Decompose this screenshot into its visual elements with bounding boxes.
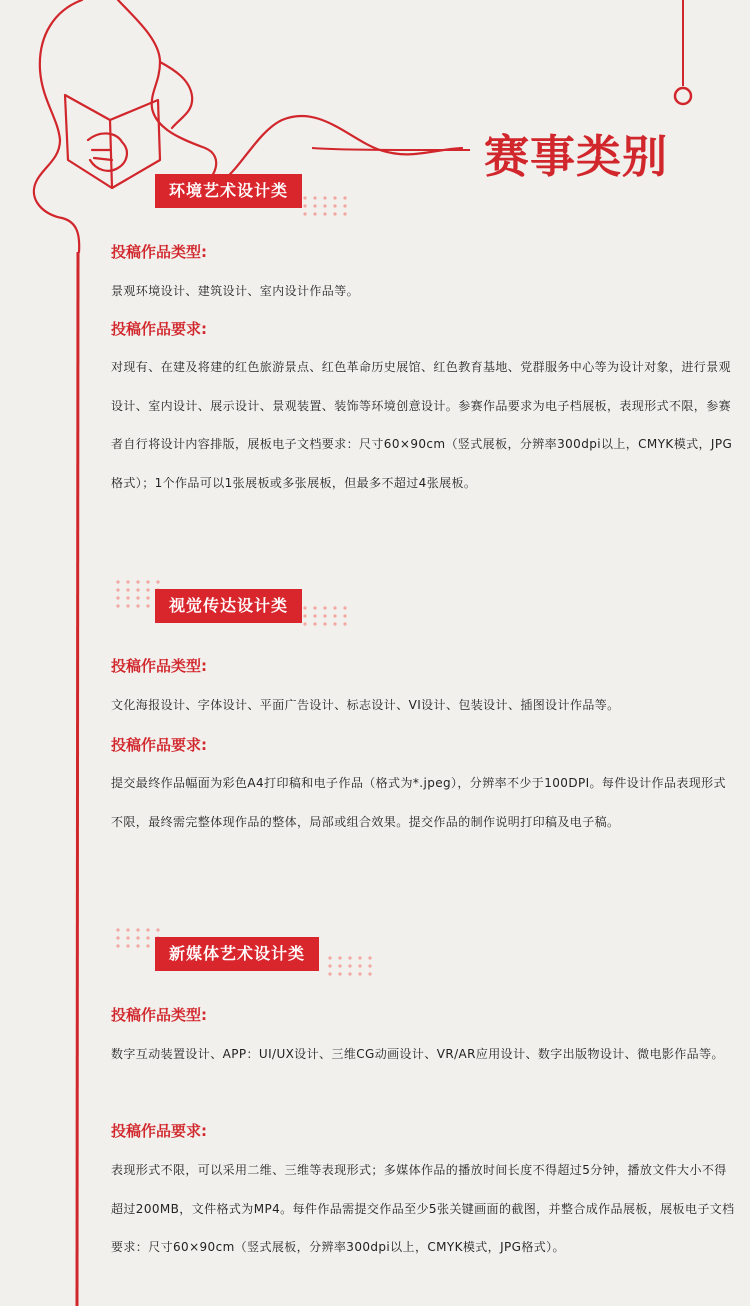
type-text: 文化海报设计、字体设计、平面广告设计、标志设计、VI设计、包装设计、插图设计作品等。 [111, 698, 620, 712]
requirement-text: 对现有、在建及将建的红色旅游景点、红色革命历史展馆、红色教育基地、党群服务中心等为设计对象，进行景观设计、室内设计、展示设计、景观装置、装饰等环境创意设计。参赛作品要求为电子档展板，表现形式不限，参赛者自行将设计内容排版，展板电子文档要求：尺寸60×90cm（竖式展板，分辨率300dpi以上，CMYK模式，JPG格式）；1个作品可以1张展板或多张展板，但最多不超过4张展板。 [111, 360, 733, 490]
dot-grid-decoration [116, 580, 159, 607]
requirement-heading: 投稿作品要求: [111, 1122, 207, 1140]
page-title: 赛事类别 [484, 130, 669, 183]
dot-grid-decoration [303, 606, 346, 625]
category-label-new-media: 新媒体艺术设计类 [155, 937, 319, 971]
reader-line-illustration [34, 0, 462, 252]
dot-grid-decoration [328, 956, 371, 975]
dot-grid-decoration [116, 928, 159, 947]
type-text: 景观环境设计、建筑设计、室内设计作品等。 [111, 284, 360, 298]
type-heading: 投稿作品类型: [111, 243, 207, 261]
ring-icon [675, 88, 691, 104]
requirement-heading: 投稿作品要求: [111, 320, 207, 338]
category-label-environment: 环境艺术设计类 [155, 174, 302, 208]
requirement-text: 表现形式不限，可以采用二维、三维等表现形式；多媒体作品的播放时间长度不得超过5分钟，播放文件大小不得超过200MB，文件格式为MP4。每件作品需提交作品至少5张关键画面的截图，并整合成作品展板，展板电子文档要求：尺寸60×90cm（竖式展板，分辨率300dpi以上，CMYK模式，JPG格式）。 [111, 1163, 735, 1254]
category-label-visual: 视觉传达设计类 [155, 589, 302, 623]
requirement-heading: 投稿作品要求: [111, 736, 207, 754]
type-text: 数字互动装置设计、APP：UI/UX设计、三维CG动画设计、VR/AR应用设计、数字出版物设计、微电影作品等。 [111, 1047, 724, 1061]
type-heading: 投稿作品类型: [111, 657, 207, 675]
title-connector-line [312, 148, 470, 150]
type-heading: 投稿作品类型: [111, 1006, 207, 1024]
dot-grid-decoration [303, 196, 346, 215]
requirement-text: 提交最终作品幅面为彩色A4打印稿和电子作品（格式为*.jpeg），分辨率不少于100DPI。每件设计作品表现形式不限，最终需完整体现作品的整体，局部或组合效果。提交作品的制作说明打印稿及电子稿。 [111, 776, 726, 829]
timeline-line [77, 252, 78, 1306]
